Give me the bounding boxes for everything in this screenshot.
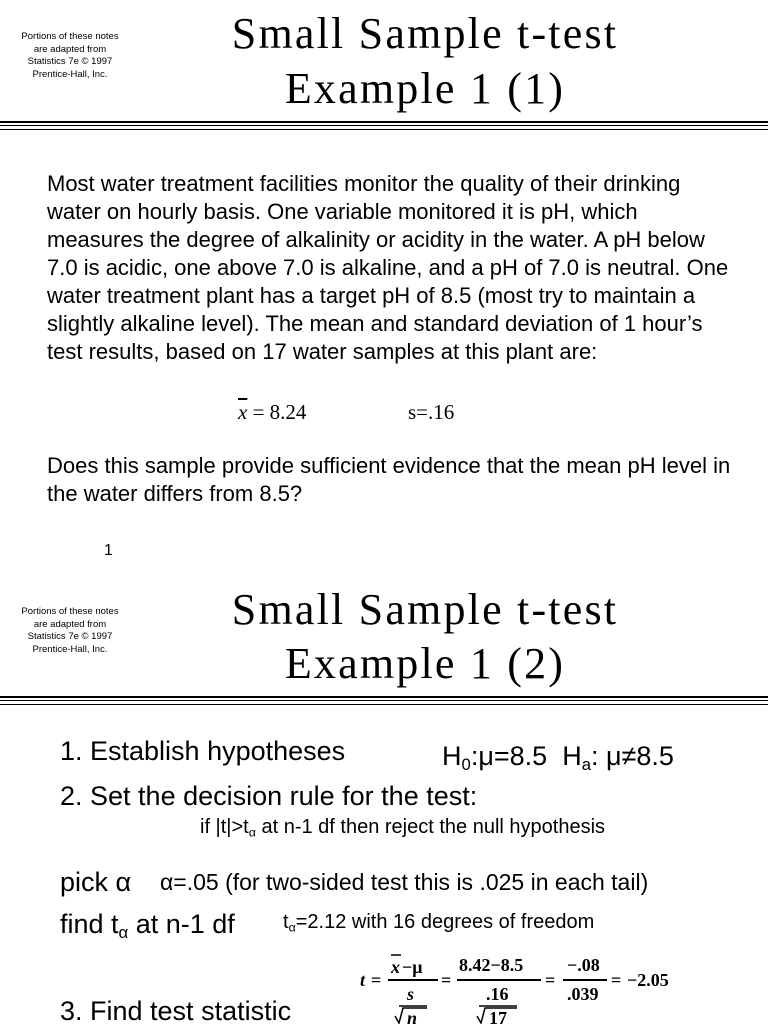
formula-den1-s: s [407,984,415,1004]
find-t-subscript: α [118,923,129,943]
rule-text-end: at n-1 df then reject the null hypothesis [255,816,606,838]
title-rule-top [0,121,768,123]
title-rule-bottom [0,129,768,130]
source-note: Portions of these notes are adapted from Statistics 7e © 1997 Prentice-Hall, Inc. [21,31,119,80]
decision-rule [200,816,605,839]
formula-t: t [360,970,366,990]
formula-num1-x: x [391,957,400,977]
source-note: Portions of these notes are adapted from Statistics 7e © 1997 Prentice-Hall, Inc. [21,606,119,655]
test-statistic-formula [355,950,700,1024]
alpha-value: α=.05 (for two-sided test this is .025 in each tail) [160,869,649,895]
formula-num2: 8.42−8.5 [459,955,524,975]
question-paragraph: Does this sample provide sufficient evidence that the mean pH level in the water differs from 8.5? [47,453,731,506]
h0-subscript: 0 [461,755,471,775]
pick-alpha-label: pick α [60,867,132,897]
problem-paragraph: Most water treatment facilities monitor the quality of their drinking water on hourly basis. One variable monitored it is pH, which measures the degree of alkalinity or acidity in the water. A pH below 7.0 is acidic, one above 7.0 is alkaline, and a pH of 7.0 is neutral. One water treatment plant has a target pH of 8.5 (most try to maintain a slightly alkaline level). The mean and standard deviation of 1 hour’s test results, based on 17 water samples at this plant are: [47,171,729,364]
h0-label: H [442,741,462,771]
find-t-label [60,908,235,943]
title-rule-mid [0,125,768,126]
find-t-text: find t [60,909,119,939]
page-number: 1 [104,542,113,559]
xbar-symbol: $\overline{x}$ [238,400,248,424]
ha-value: : μ≠8.5 [591,741,674,771]
step-2: 2. Set the decision rule for the test: [60,781,478,811]
formula-eq-3: = [545,970,556,990]
step-1: 1. Establish hypotheses [60,736,346,766]
formula-den1-n: n [407,1008,418,1024]
rule-text-start: if |t|>t [200,816,249,838]
rule-subscript: α [248,825,256,840]
slide-title-line2: Example 1 (2) [284,639,566,688]
xbar-value: = 8.24 [247,400,307,424]
t-critical-text: =2.12 with 16 degrees of freedom [295,911,595,933]
formula-eq-1: = [371,970,382,990]
title-rule-bottom [0,704,768,705]
slide-title-line1: Small Sample t-test [231,9,619,58]
t-symbol: t [283,911,289,933]
formula-eq-2: = [441,970,452,990]
formula-den2-top: .16 [486,984,509,1004]
sample-mean [238,400,306,425]
slide-title-line1: Small Sample t-test [231,585,619,634]
ha-label: H [562,741,582,771]
title-rule-mid [0,700,768,701]
formula-num1-rest: −μ [402,957,423,977]
slide-title-line2: Example 1 (1) [284,64,566,113]
sample-sd: s=.16 [408,400,455,424]
critical-t-value [283,911,594,934]
ha-subscript: a [581,755,591,775]
h0-value: :μ=8.5 [470,741,548,771]
t-subscript: α [288,920,296,935]
title-rule-top [0,696,768,698]
formula-num3: −.08 [567,955,600,975]
formula-result: −2.05 [627,970,669,990]
formula-den2-n: 17 [489,1008,507,1024]
hypotheses [442,740,674,775]
find-t-df: at n-1 df [128,909,235,939]
formula-eq-4: = [611,970,622,990]
formula-den3: .039 [567,984,599,1004]
step-3: 3. Find test statistic [60,996,292,1026]
